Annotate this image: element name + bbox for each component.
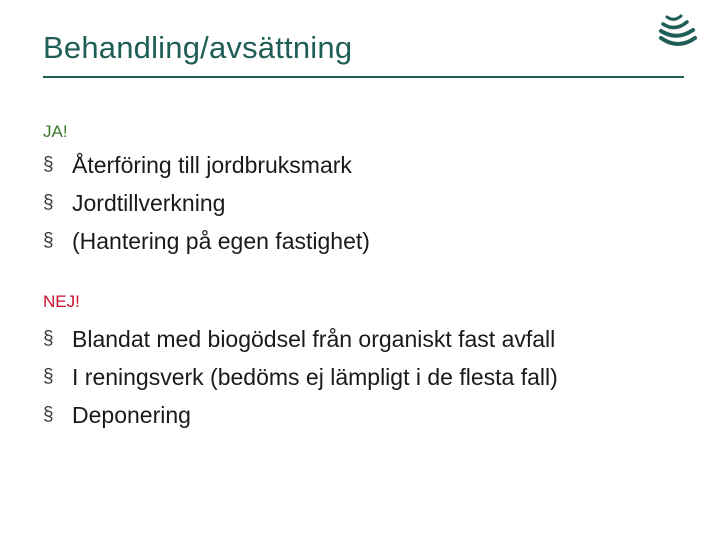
nej-list bbox=[43, 322, 558, 436]
list-item bbox=[43, 322, 558, 360]
nej-label: NEJ! bbox=[43, 292, 80, 311]
list-item-text: (Hantering på egen fastighet) bbox=[72, 228, 370, 254]
ja-label: JA! bbox=[43, 122, 68, 141]
bullet-icon: § bbox=[43, 366, 54, 387]
bullet-icon: § bbox=[43, 154, 54, 175]
list-item bbox=[43, 148, 370, 186]
title-divider bbox=[43, 76, 684, 78]
ja-list bbox=[43, 148, 370, 262]
bullet-icon: § bbox=[43, 230, 54, 251]
bullet-icon: § bbox=[43, 328, 54, 349]
list-item bbox=[43, 224, 370, 262]
list-item-text: Deponering bbox=[72, 402, 191, 428]
slide-title: Behandling/avsättning bbox=[43, 30, 353, 65]
stacked-wave-bowl-logo-icon bbox=[655, 8, 701, 54]
bullet-icon: § bbox=[43, 404, 54, 425]
list-item bbox=[43, 398, 558, 436]
bullet-icon: § bbox=[43, 192, 54, 213]
list-item bbox=[43, 360, 558, 398]
list-item-text: Jordtillverkning bbox=[72, 190, 226, 216]
list-item-text: Återföring till jordbruksmark bbox=[72, 152, 352, 178]
list-item-text: I reningsverk (bedöms ej lämpligt i de flesta fall) bbox=[72, 364, 558, 390]
list-item-text: Blandat med biogödsel från organiskt fast avfall bbox=[72, 326, 556, 352]
list-item bbox=[43, 186, 370, 224]
